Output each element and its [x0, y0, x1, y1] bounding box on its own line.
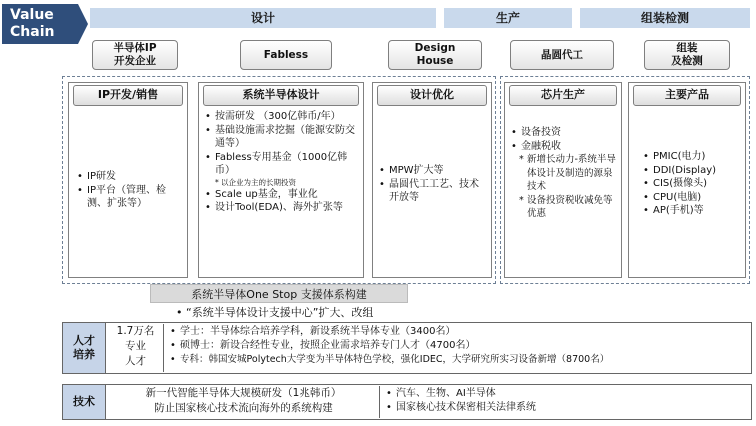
- list-item: • DDI(Display): [643, 164, 741, 178]
- fabless-panel-title: 系统半导体设计: [203, 85, 359, 106]
- stage-assembly: 组装检测: [580, 8, 750, 28]
- products-panel-title: 主要产品: [633, 85, 741, 106]
- fabless-note: * 以企业为主的长期投资: [205, 178, 359, 188]
- list-item: • 设计Tool(EDA)、海外扩张等: [205, 201, 359, 215]
- ip-panel: [68, 82, 188, 278]
- ip-panel-title: IP开发/销售: [73, 85, 183, 106]
- value-chain-arrow: [78, 4, 88, 44]
- list-item: • 晶圆代工工艺、技术开放等: [379, 178, 487, 205]
- fabless-list: [205, 110, 359, 215]
- list-item: • 基础设施需求挖掘（能源安防交通等）: [205, 124, 359, 151]
- list-item: • IP研发: [77, 170, 183, 184]
- chip-panel: [504, 82, 622, 278]
- list-subitem: * 新增长动力-系统半导体设计及制造的源泉技术: [511, 153, 617, 194]
- talent-list: [170, 325, 750, 367]
- chip-panel-title: 芯片生产: [509, 85, 617, 106]
- list-item: • 汽车、生物、AI半导体: [386, 387, 746, 401]
- fabless-panel: [198, 82, 364, 278]
- products-list: [643, 150, 741, 218]
- list-item: • CPU(电脑): [643, 191, 741, 205]
- chip-list: [511, 126, 617, 221]
- ip-list: [77, 170, 183, 211]
- tech-label: 技术: [62, 384, 106, 420]
- list-item: • IP平台（管理、检测、扩张等）: [77, 184, 183, 211]
- design-panel-title: 设计优化: [377, 85, 487, 106]
- value-chain-label: Value Chain: [2, 4, 78, 44]
- category-design-house: Design House: [388, 40, 482, 70]
- talent-label: 人才 培养: [62, 322, 106, 374]
- category-assembly: 组装 及检测: [644, 40, 730, 70]
- list-subitem: * 设备投资税收减免等优惠: [511, 194, 617, 221]
- list-item: • 金融税收: [511, 140, 617, 154]
- list-item: • AP(手机)等: [643, 204, 741, 218]
- category-ip: 半导体IP 开发企业: [92, 40, 178, 70]
- bullet-icon: •: [176, 306, 186, 319]
- support-center-note: • “系统半导体设计支援中心”扩大、改组: [176, 306, 374, 319]
- list-item: • Scale up基金，事业化: [205, 188, 359, 202]
- list-item: • 学士：半导体综合培养学科，新设系统半导体专业（3400名）: [170, 325, 750, 339]
- category-foundry: 晶圆代工: [510, 40, 614, 70]
- list-item: • 国家核心技术保密相关法律系统: [386, 401, 746, 415]
- category-fabless: Fabless: [240, 40, 332, 70]
- list-item: • 按需研发 （300亿韩币/年）: [205, 110, 359, 124]
- list-item: • CIS(摄像头): [643, 177, 741, 191]
- products-panel: [628, 82, 746, 278]
- one-stop-banner: 系统半导体One Stop 支援体系构建: [150, 284, 408, 303]
- talent-count: 1.7万名 专业 人才: [108, 324, 164, 372]
- design-panel: [372, 82, 492, 278]
- design-list: [379, 164, 487, 205]
- tech-list: [386, 387, 746, 415]
- list-item: • PMIC(电力): [643, 150, 741, 164]
- tech-mid: 新一代智能半导体大规模研发（1兆韩币） 防止国家核心技术流向海外的系统构建: [108, 386, 380, 418]
- list-item: • 硕博士：新设合经性专业，按照企业需求培养专门人才（4700名）: [170, 339, 750, 353]
- stage-production: 生产: [444, 8, 572, 28]
- stage-design: 设计: [90, 8, 436, 28]
- list-item: • Fabless专用基金（1000亿韩币）: [205, 151, 359, 178]
- list-item: • 专科：韩国安城Polytech大学变为半导体特色学校，强化IDEC，大学研究所实习设备新增（8700名）: [170, 353, 750, 367]
- list-item: • 设备投资: [511, 126, 617, 140]
- list-item: • MPW扩大等: [379, 164, 487, 178]
